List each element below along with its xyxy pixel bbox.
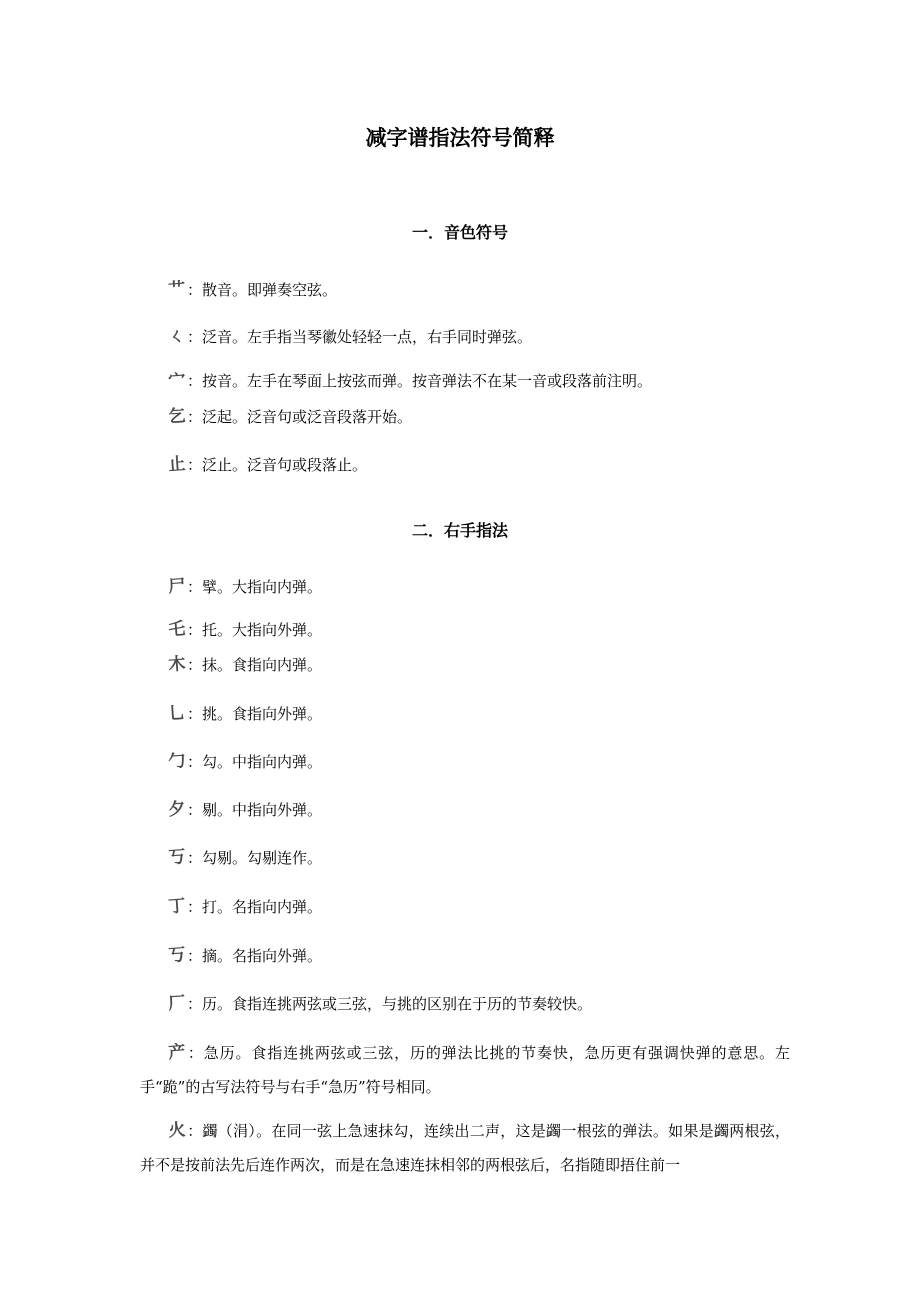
symbol-description: ：挑。食指向外弹。 [187,705,323,723]
fingering-symbol: 宀 [167,370,186,392]
symbol-description: ：散音。即弹奏空弦。 [187,281,338,299]
symbol-description: ：勾。中指向内弹。 [187,753,323,771]
fingering-symbol: 勹 [167,751,186,773]
list-item [168,618,788,642]
fingering-symbol: 丁 [167,896,186,918]
list-item [168,653,788,677]
fingering-symbol: 丂 [167,945,186,967]
list-item [168,798,788,822]
list-item [168,369,788,393]
list-item [168,846,788,870]
paragraph-juan [140,1114,790,1182]
section-heading-timbre: 一．音色符号 [411,223,508,242]
list-item [168,992,788,1016]
symbol-description: ：泛音。左手指当琴徽处轻轻一点，右手同时弹弦。 [187,328,533,346]
fingering-symbol: 艹 [167,279,186,301]
fingering-symbol: 木 [167,654,186,676]
symbol-description: ：托。大指向外弹。 [187,621,323,639]
paragraph-ji-li [140,1036,790,1104]
symbol-description: ：历。食指连挑两弦或三弦，与挑的区别在于历的节奏较快。 [187,995,593,1013]
fingering-symbol: 丂 [167,847,186,869]
fingering-symbol: 乇 [167,619,186,641]
symbol-description: ：按音。左手在琴面上按弦而弹。按音弹法不在某一音或段落前注明。 [187,372,653,390]
list-item [168,325,788,349]
fingering-symbol: 止 [167,454,186,476]
list-item [168,575,788,599]
fingering-symbol: 夕 [167,799,186,821]
fingering-symbol: 产 [167,1042,186,1064]
list-item [168,278,788,302]
fingering-symbol: 火 [167,1120,186,1142]
fingering-symbol: 乞 [167,406,186,428]
fingering-symbol: ㄑ [167,326,186,348]
page-title: 减字谱指法符号简释 [365,126,555,150]
list-item [168,750,788,774]
symbol-description: ：蠲（涓）。在同一弦上急速抹勾，连续出二声，这是蠲一根弦的弹法。如果是蠲两根弦，并不是按前法先后连作两次，而是在急速连抹相邻的两根弦后，名指随即捂住前一 [140,1122,790,1174]
fingering-symbol: 尸 [167,576,186,598]
fingering-symbol: 乚 [167,703,186,725]
symbol-description: ：勾剔。勾剔连作。 [187,849,323,867]
fingering-symbol: 厂 [167,993,186,1015]
symbol-description: ：急历。食指连挑两弦或三弦，历的弹法比挑的节奏快，急历更有强调快弹的意思。左手“跪”的古写法符号与右手“急历”符号相同。 [140,1044,790,1096]
symbol-description: ：剔。中指向外弹。 [187,801,323,819]
symbol-description: ：泛起。泛音句或泛音段落开始。 [187,408,413,426]
symbol-description: ：擘。大指向内弹。 [187,578,323,596]
symbol-description: ：泛止。泛音句或段落止。 [187,456,368,474]
symbol-description: ：抹。食指向内弹。 [187,656,323,674]
list-item [168,453,788,477]
list-item [168,944,788,968]
section-heading-right-hand: 二．右手指法 [411,521,508,540]
symbol-description: ：摘。名指向外弹。 [187,947,323,965]
list-item [168,702,788,726]
list-item [168,895,788,919]
symbol-description: ：打。名指向内弹。 [187,898,323,916]
list-item [168,405,788,429]
